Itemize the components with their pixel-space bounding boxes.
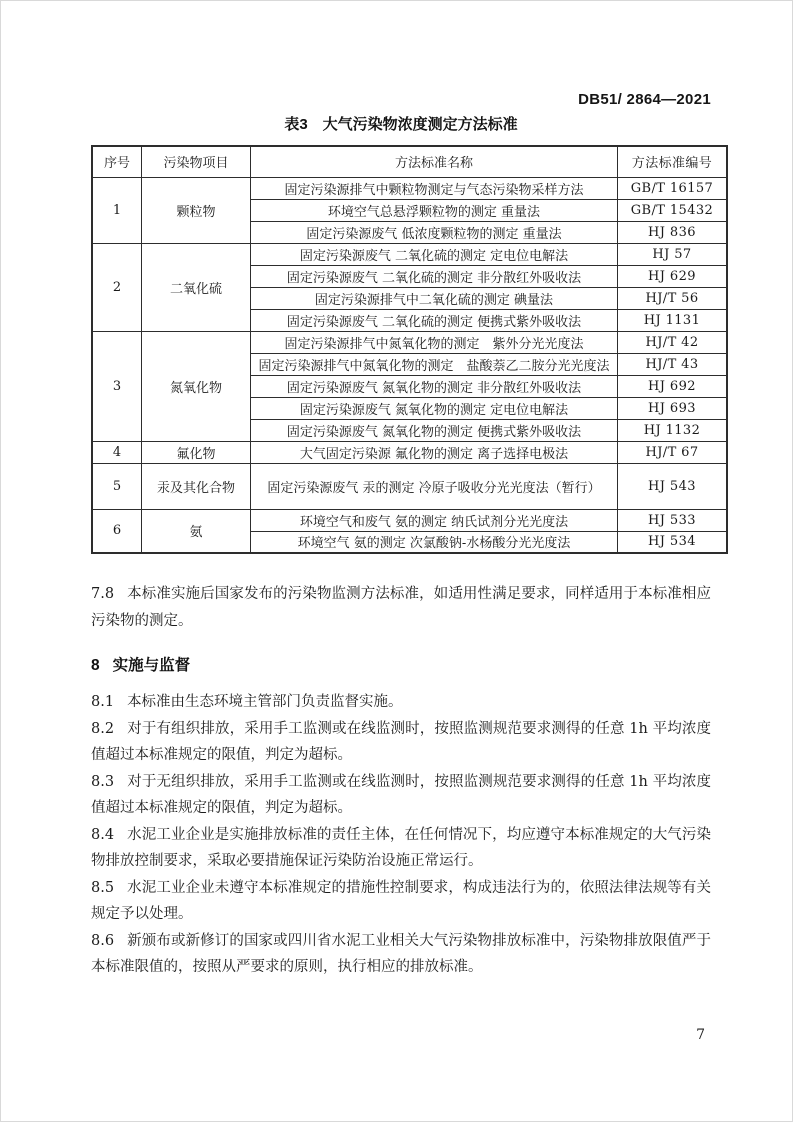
row-pollutant: 颗粒物 [142,177,251,243]
method-standard-code: HJ/T 67 [618,441,728,463]
method-standard-code: GB/T 15432 [618,199,728,221]
method-standard-code: HJ 629 [618,265,728,287]
clause-number: 8.4 [91,826,115,843]
clause-text: 对于有组织排放，采用手工监测或在线监测时，按照监测规范要求测得的任意 1h 平均浓度值超过本标准规定的限值，判定为超标。 [91,720,711,763]
method-standard-name: 固定污染源废气 二氧化硫的测定 定电位电解法 [251,243,618,265]
method-standard-name: 环境空气总悬浮颗粒物的测定 重量法 [251,199,618,221]
method-standard-code: HJ/T 42 [618,331,728,353]
clause-number: 8.1 [91,694,115,710]
clause-text: 本标准由生态环境主管部门负责监督实施。 [127,694,403,710]
clause-8-3 [91,769,711,822]
method-standard-name: 固定污染源废气 氮氧化物的测定 非分散红外吸收法 [251,375,618,397]
table-row [92,509,727,531]
method-standard-name: 固定污染源排气中氮氧化物的测定 盐酸萘乙二胺分光光度法 [251,353,618,375]
clause-7-8 [91,581,711,634]
method-standard-name: 环境空气 氨的测定 次氯酸钠-水杨酸分光光度法 [251,531,618,553]
method-standard-code: HJ 1131 [618,309,728,331]
methods-table-body [92,177,727,553]
methods-table [91,145,728,554]
row-pollutant: 氟化物 [142,441,251,463]
clause-text: 对于无组织排放，采用手工监测或在线监测时，按照监测规范要求测得的任意 1h 平均浓度值超过本标准规定的限值，判定为超标。 [91,773,711,816]
row-serial-number: 3 [92,331,142,441]
clause-8-5 [91,875,711,928]
method-standard-code: HJ 533 [618,509,728,531]
page-number: 7 [696,1027,705,1043]
method-standard-code: HJ 693 [618,397,728,419]
col-header-no: 序号 [92,146,142,177]
clause-text: 新颁布或新修订的国家或四川省水泥工业相关大气污染物排放标准中，污染物排放限值严于本标准限值的，按照从严要求的原则，执行相应的排放标准。 [91,932,711,975]
section-8-clauses [91,689,711,981]
method-standard-name: 环境空气和废气 氨的测定 纳氏试剂分光光度法 [251,509,618,531]
table-row [92,463,727,509]
row-pollutant: 氮氧化物 [142,331,251,441]
method-standard-code: HJ 692 [618,375,728,397]
method-standard-code: HJ 534 [618,531,728,553]
standard-number-header: DB51/ 2864—2021 [578,91,711,108]
method-standard-code: GB/T 16157 [618,177,728,199]
row-serial-number: 5 [92,463,142,509]
page-content [91,1,714,981]
section-8-heading [91,655,711,677]
row-serial-number: 4 [92,441,142,463]
col-header-method-code: 方法标准编号 [618,146,728,177]
clause-number: 8.5 [91,879,115,896]
method-standard-name: 大气固定污染源 氟化物的测定 离子选择电极法 [251,441,618,463]
row-pollutant: 氨 [142,509,251,553]
header-row [92,146,727,177]
section-8-title: 实施与监督 [112,657,191,674]
method-standard-code: HJ/T 56 [618,287,728,309]
method-standard-code: HJ 543 [618,463,728,509]
clause-number: 8.6 [91,932,115,949]
clause-8-1 [91,689,711,716]
method-standard-name: 固定污染源废气 二氧化硫的测定 便携式紫外吸收法 [251,309,618,331]
method-standard-name: 固定污染源排气中氮氧化物的测定 紫外分光光度法 [251,331,618,353]
clause-number: 8.2 [91,720,115,737]
table-title: 表3 大气污染物浓度测定方法标准 [284,116,518,133]
row-serial-number: 1 [92,177,142,243]
clause-text: 水泥工业企业未遵守本标准规定的措施性控制要求，构成违法行为的，依照法律法规等有关规定予以处理。 [91,879,711,922]
method-standard-code: HJ/T 43 [618,353,728,375]
method-standard-code: HJ 836 [618,221,728,243]
table-row [92,331,727,353]
clause-7-8-text: 本标准实施后国家发布的污染物监测方法标准，如适用性满足要求，同样适用于本标准相应污染物的测定。 [91,586,711,629]
col-header-method-name: 方法标准名称 [251,146,618,177]
methods-table-header [92,146,727,177]
row-pollutant: 二氧化硫 [142,243,251,331]
section-8-number: 8 [91,657,100,674]
method-standard-name: 固定污染源废气 汞的测定 冷原子吸收分光光度法（暂行） [251,463,618,509]
col-header-pollutant: 污染物项目 [142,146,251,177]
clause-number: 8.3 [91,773,115,790]
method-standard-name: 固定污染源废气 低浓度颗粒物的测定 重量法 [251,221,618,243]
method-standard-name: 固定污染源排气中二氧化硫的测定 碘量法 [251,287,618,309]
clause-8-2 [91,716,711,769]
method-standard-name: 固定污染源排气中颗粒物测定与气态污染物采样方法 [251,177,618,199]
clause-8-6 [91,928,711,981]
table-row [92,243,727,265]
row-serial-number: 6 [92,509,142,553]
method-standard-code: HJ 1132 [618,419,728,441]
row-serial-number: 2 [92,243,142,331]
clause-text: 水泥工业企业是实施排放标准的责任主体，在任何情况下，均应遵守本标准规定的大气污染物排放控制要求，采取必要措施保证污染防治设施正常运行。 [91,826,711,869]
clause-7-8-number: 7.8 [91,586,115,602]
method-standard-name: 固定污染源废气 二氧化硫的测定 非分散红外吸收法 [251,265,618,287]
method-standard-name: 固定污染源废气 氮氧化物的测定 便携式紫外吸收法 [251,419,618,441]
method-standard-code: HJ 57 [618,243,728,265]
method-standard-name: 固定污染源废气 氮氧化物的测定 定电位电解法 [251,397,618,419]
clause-8-4 [91,822,711,875]
table-row [92,441,727,463]
row-pollutant: 汞及其化合物 [142,463,251,509]
table-row [92,177,727,199]
